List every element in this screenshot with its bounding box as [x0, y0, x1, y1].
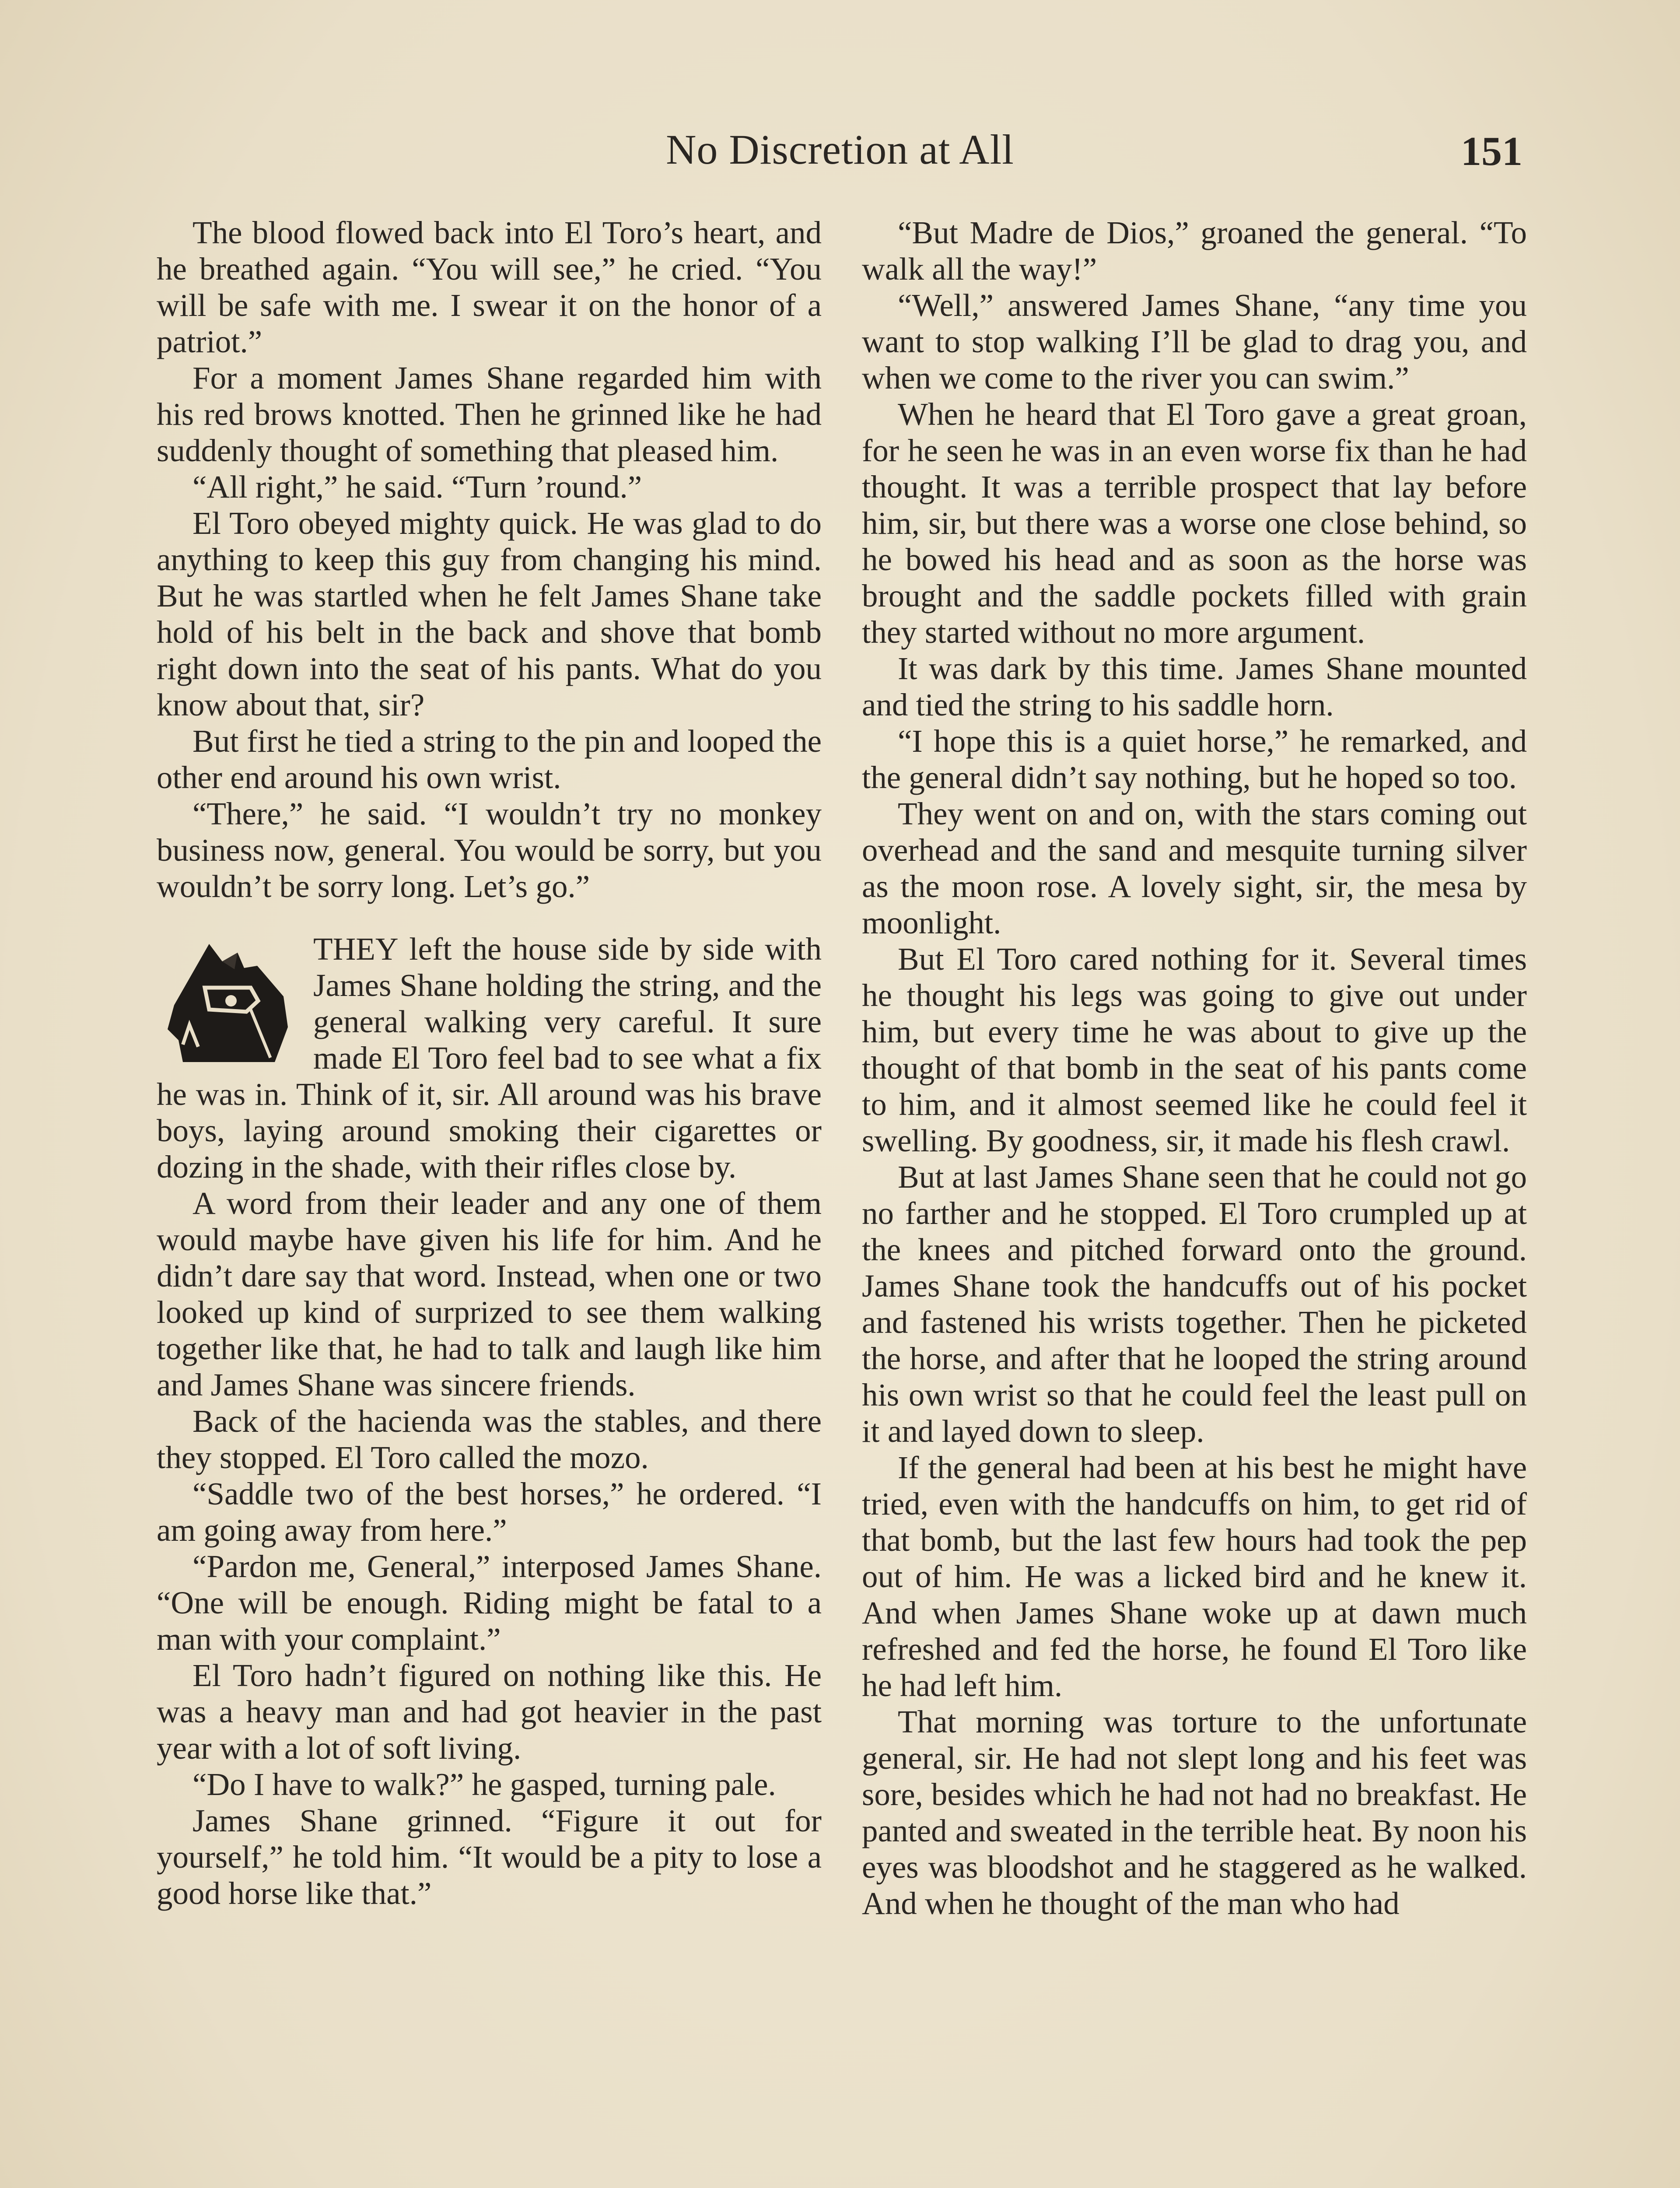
paragraph: “I hope this is a quiet horse,” he remarked, and the general didn’t say nothing, but he hoped so too.	[862, 723, 1527, 795]
paragraph: If the general had been at his best he might have tried, even with the handcuffs on him, to get rid of that bomb, but the last few hours had took the pep out of him. He was a licked bird and he knew it. And when James Shane woke up at dawn much refreshed and fed the horse, he found El Toro like he had left him.	[862, 1450, 1527, 1703]
paragraph: El Toro hadn’t figured on nothing like this. He was a heavy man and had got heavier in the past year with a lot of soft living.	[157, 1658, 822, 1766]
horse-head-icon	[157, 935, 301, 1066]
running-header-title: No Discretion at All	[666, 126, 1014, 173]
paragraph: That morning was torture to the unfortunate general, sir. He had not slept long and his feet was sore, besides which he had not had no breakfast. He panted and sweated in the terrible heat. By noon his eyes was bloodshot and he staggered as he walked. And when he thought of the man who had	[862, 1704, 1527, 1921]
page-number: 151	[1461, 129, 1522, 174]
paragraph: “Well,” answered James Shane, “any time you want to stop walking I’ll be glad to drag you, and when we come to the river you can swim.”	[862, 288, 1527, 396]
paragraph: For a moment James Shane regarded him with his red brows knotted. Then he grinned like he had suddenly thought of something that pleased him.	[157, 360, 822, 468]
paragraph: James Shane grinned. “Figure it out for yourself,” he told him. “It would be a pity to lose a good horse like that.”	[157, 1803, 822, 1911]
lead-word: THEY	[313, 931, 399, 967]
paragraph: “Pardon me, General,” interposed James Shane. “One will be enough. Riding might be fatal to a man with your complaint.”	[157, 1549, 822, 1657]
paragraph: But El Toro cared nothing for it. Several times he thought his legs was going to give out under him, but every time he was about to give up the thought of that bomb in the seat of his pants come to him, and it almost seemed like he could feel it swelling. By goodness, sir, it made his flesh crawl.	[862, 941, 1527, 1158]
left-column	[157, 214, 822, 1911]
paragraph: When he heard that El Toro gave a great groan, for he seen he was in an even worse fix than he had thought. It was a terrible prospect that lay before him, sir, but there was a worse one close behind, so he bowed his head and as soon as the horse was brought and the saddle pockets filled with grain they started without no more argument.	[862, 396, 1527, 650]
paragraph: The blood flowed back into El Toro’s heart, and he breathed again. “You will see,” he cried. “You will be safe with me. I swear it on the honor of a patriot.”	[157, 215, 822, 359]
paragraph: They went on and on, with the stars coming out overhead and the sand and mesquite turning silver as the moon rose. A lovely sight, sir, the mesa by moonlight.	[862, 796, 1527, 940]
paragraph: It was dark by this time. James Shane mounted and tied the string to his saddle horn.	[862, 651, 1527, 722]
paragraph: Back of the hacienda was the stables, and there they stopped. El Toro called the mozo.	[157, 1403, 822, 1475]
paragraph: A word from their leader and any one of them would maybe have given his life for him. And he didn’t dare say that word. Instead, when one or two looked up kind of surprized to see them walking together like that, he had to talk and laugh like him and James Shane was sincere friends.	[157, 1185, 822, 1403]
paragraph: “There,” he said. “I wouldn’t try no monkey business now, general. You would be sorry, but you wouldn’t be sorry long. Let’s go.”	[157, 796, 822, 904]
paragraph: “All right,” he said. “Turn ’round.”	[192, 469, 642, 505]
section-break-paragraph	[157, 931, 822, 1185]
paragraph: “But Madre de Dios,” groaned the general. “To walk all the way!”	[862, 215, 1527, 287]
section-break-text: left the house side by side with James Shane holding the string, and the general walking very careful. It sure made El Toro feel bad to see what a fix he was in. Think of it, sir. All around was his brave boys, laying around smoking their cigarettes or dozing in the shade, with their rifles close by.	[157, 931, 822, 1185]
paragraph: But at last James Shane seen that he could not go no farther and he stopped. El Toro crumpled up at the knees and pitched forward onto the ground. James Shane took the handcuffs out of his pocket and fastened his wrists together. Then he picketed the horse, and after that he looped the string around his own wrist so that he could feel the least pull on it and layed down to sleep.	[862, 1159, 1527, 1449]
paragraph: El Toro obeyed mighty quick. He was glad to do anything to keep this guy from changing his mind. But he was startled when he felt James Shane take hold of his belt in the back and shove that bomb right down into the seat of his pants. What do you know about that, sir?	[157, 505, 822, 722]
paragraph: “Do I have to walk?” he gasped, turning pale.	[192, 1767, 776, 1802]
paragraph: “Saddle two of the best horses,” he ordered. “I am going away from here.”	[157, 1476, 822, 1548]
right-column	[862, 214, 1527, 1922]
paragraph: But first he tied a string to the pin and looped the other end around his own wrist.	[157, 723, 822, 795]
